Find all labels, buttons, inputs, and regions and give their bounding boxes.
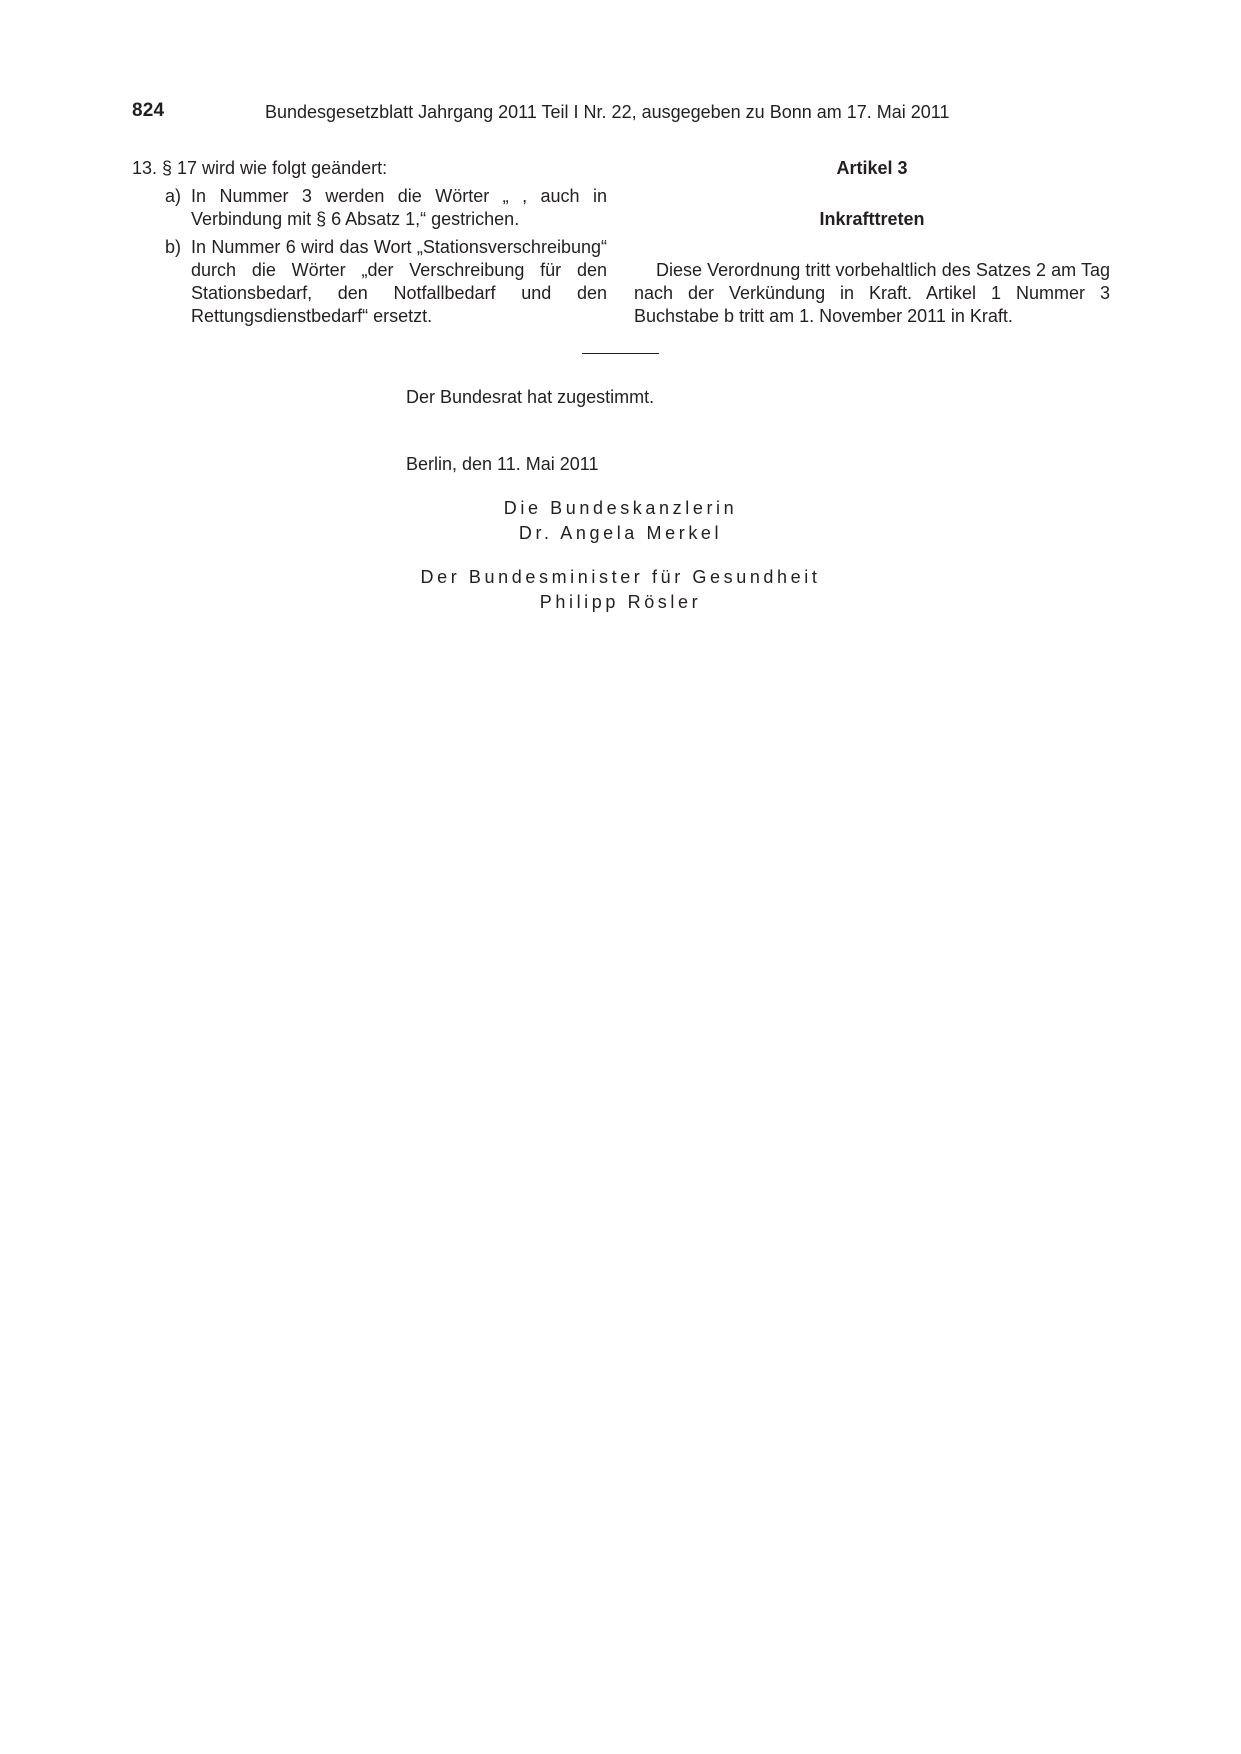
gazette-title: Bundesgesetzblatt Jahrgang 2011 Teil I Nr. 22, ausgegeben zu Bonn am 17. Mai 2011 — [265, 102, 950, 122]
article-number: Artikel 3 — [836, 158, 908, 178]
sub-item-text: In Nummer 3 werden die Wörter „ , auch in Verbindung mit § 6 Absatz 1,“ gestrichen. — [191, 186, 607, 229]
article-heading: Inkrafttreten — [819, 209, 925, 229]
signatory-title: Der Bundesminister für Gesundheit — [420, 567, 821, 587]
sub-item-text: In Nummer 6 wird das Wort „Stationsverschreibung“ durch die Wörter „der Verschreibung für den Stationsbedarf, den Notfallbedarf und den Rettungsdienstbedarf“ ersetzt. — [191, 237, 607, 326]
sub-item-b — [132, 236, 607, 328]
sub-item-a — [132, 185, 607, 231]
section-divider — [582, 353, 659, 354]
approval-statement: Der Bundesrat hat zugestimmt. — [406, 387, 655, 407]
page-number: 824 — [132, 100, 165, 121]
right-column — [634, 157, 1110, 328]
article-body: Diese Verordnung tritt vorbehaltlich des Satzes 2 am Tag nach der Verkündung in Kraft. Artikel 1 Nummer 3 Buchstabe b tritt am 1. November 2011 in Kraft. — [634, 260, 1110, 326]
amendment-item: 13. § 17 wird wie folgt geändert: — [132, 158, 388, 178]
sub-item-label: a) — [165, 186, 182, 206]
left-column — [132, 157, 607, 333]
signatory-name: Dr. Angela Merkel — [518, 523, 723, 543]
signatory-title: Die Bundeskanzlerin — [503, 498, 738, 518]
signatory-name: Philipp Rösler — [539, 592, 702, 612]
sub-item-label: b) — [165, 237, 182, 257]
place-date: Berlin, den 11. Mai 2011 — [406, 454, 599, 474]
